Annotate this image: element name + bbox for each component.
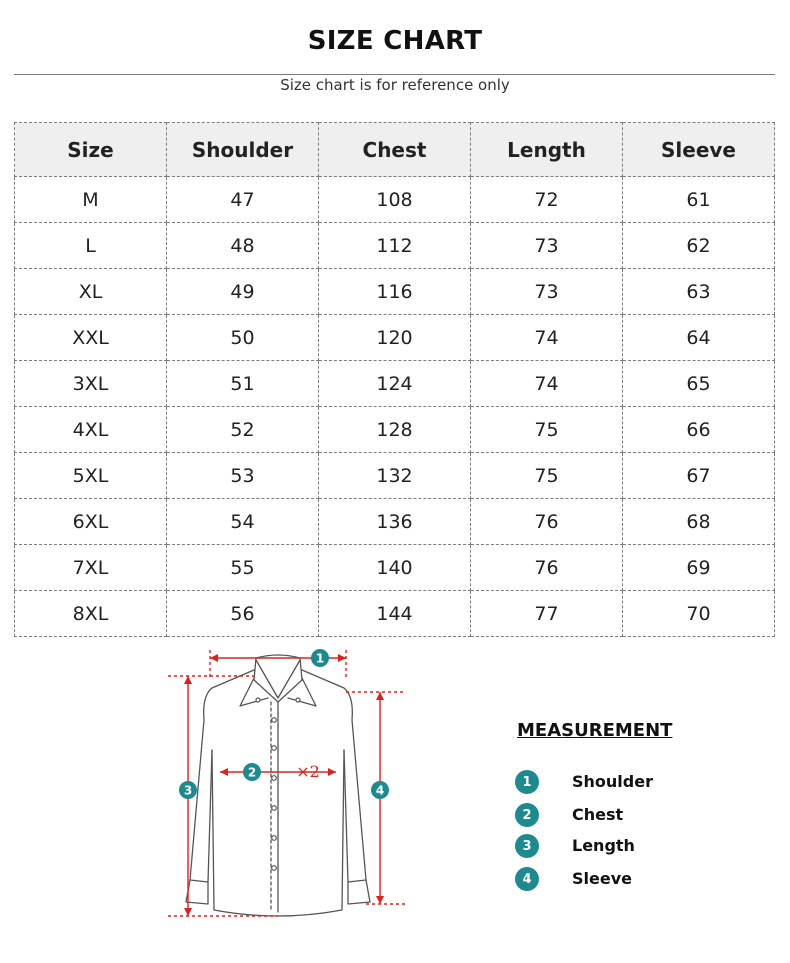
cell-chest: 112	[319, 223, 471, 269]
page-subtitle: Size chart is for reference only	[280, 76, 510, 94]
cell-sleeve: 69	[623, 545, 775, 591]
cell-length: 73	[471, 223, 623, 269]
shirt-diagram	[160, 640, 420, 940]
cell-size: 6XL	[15, 499, 167, 545]
diagram-marker-1	[311, 649, 329, 667]
chest-multiplier-label: ×2	[296, 762, 320, 781]
header-shoulder: Shoulder	[167, 123, 319, 177]
size-table	[14, 122, 775, 637]
cell-size: 5XL	[15, 453, 167, 499]
table-row	[15, 407, 775, 453]
header-length: Length	[471, 123, 623, 177]
cell-length: 75	[471, 407, 623, 453]
number-2-icon: 2	[515, 803, 539, 827]
cell-size: 3XL	[15, 361, 167, 407]
cell-sleeve: 61	[623, 177, 775, 223]
cell-shoulder: 54	[167, 499, 319, 545]
number-4-icon: 4	[515, 867, 539, 891]
cell-sleeve: 67	[623, 453, 775, 499]
cell-length: 73	[471, 269, 623, 315]
table-row	[15, 315, 775, 361]
svg-text:3: 3	[183, 783, 193, 798]
diagram-marker-2	[243, 763, 261, 781]
table-row	[15, 269, 775, 315]
cell-shoulder: 49	[167, 269, 319, 315]
cell-chest: 140	[319, 545, 471, 591]
cell-length: 74	[471, 315, 623, 361]
table-row	[15, 591, 775, 637]
cell-chest: 116	[319, 269, 471, 315]
measurement-label: Sleeve	[572, 869, 632, 888]
measurement-label: Length	[572, 836, 635, 855]
cell-chest: 132	[319, 453, 471, 499]
measurement-item-shoulder	[515, 770, 653, 794]
header-chest: Chest	[319, 123, 471, 177]
cell-size: 7XL	[15, 545, 167, 591]
cell-size: XXL	[15, 315, 167, 361]
cell-shoulder: 56	[167, 591, 319, 637]
cell-chest: 124	[319, 361, 471, 407]
cell-length: 76	[471, 499, 623, 545]
cell-sleeve: 70	[623, 591, 775, 637]
measurement-label: Chest	[572, 805, 624, 824]
diagram-marker-4	[371, 781, 389, 799]
cell-shoulder: 55	[167, 545, 319, 591]
cell-sleeve: 66	[623, 407, 775, 453]
measurement-item-chest	[515, 803, 624, 827]
measurement-item-sleeve	[515, 867, 632, 891]
cell-shoulder: 53	[167, 453, 319, 499]
cell-shoulder: 51	[167, 361, 319, 407]
measurement-item-length	[515, 834, 635, 858]
cell-chest: 128	[319, 407, 471, 453]
cell-size: L	[15, 223, 167, 269]
cell-chest: 120	[319, 315, 471, 361]
header-sleeve: Sleeve	[623, 123, 775, 177]
header-size: Size	[15, 123, 167, 177]
cell-chest: 144	[319, 591, 471, 637]
cell-sleeve: 65	[623, 361, 775, 407]
table-row	[15, 361, 775, 407]
cell-sleeve: 62	[623, 223, 775, 269]
svg-text:2: 2	[247, 765, 257, 780]
number-3-icon: 3	[515, 834, 539, 858]
cell-size: 8XL	[15, 591, 167, 637]
table-row	[15, 545, 775, 591]
diagram-marker-3	[179, 781, 197, 799]
cell-length: 76	[471, 545, 623, 591]
svg-text:4: 4	[375, 783, 385, 798]
cell-shoulder: 50	[167, 315, 319, 361]
cell-size: XL	[15, 269, 167, 315]
measurement-label: Shoulder	[572, 772, 653, 791]
cell-sleeve: 64	[623, 315, 775, 361]
cell-size: M	[15, 177, 167, 223]
measurement-arrows	[168, 650, 406, 916]
number-1-icon: 1	[515, 770, 539, 794]
table-row	[15, 453, 775, 499]
table-header-row	[15, 123, 775, 177]
cell-length: 72	[471, 177, 623, 223]
cell-shoulder: 48	[167, 223, 319, 269]
cell-sleeve: 68	[623, 499, 775, 545]
table-row	[15, 177, 775, 223]
cell-shoulder: 47	[167, 177, 319, 223]
shirt-outline	[183, 655, 370, 916]
cell-sleeve: 63	[623, 269, 775, 315]
cell-length: 77	[471, 591, 623, 637]
cell-shoulder: 52	[167, 407, 319, 453]
cell-length: 74	[471, 361, 623, 407]
cell-chest: 136	[319, 499, 471, 545]
table-row	[15, 499, 775, 545]
cell-length: 75	[471, 453, 623, 499]
cell-chest: 108	[319, 177, 471, 223]
cell-size: 4XL	[15, 407, 167, 453]
measurement-title: MEASUREMENT	[517, 720, 673, 741]
page-title: SIZE CHART	[307, 26, 483, 56]
svg-text:1: 1	[315, 651, 325, 666]
title-divider	[14, 74, 775, 75]
table-row	[15, 223, 775, 269]
